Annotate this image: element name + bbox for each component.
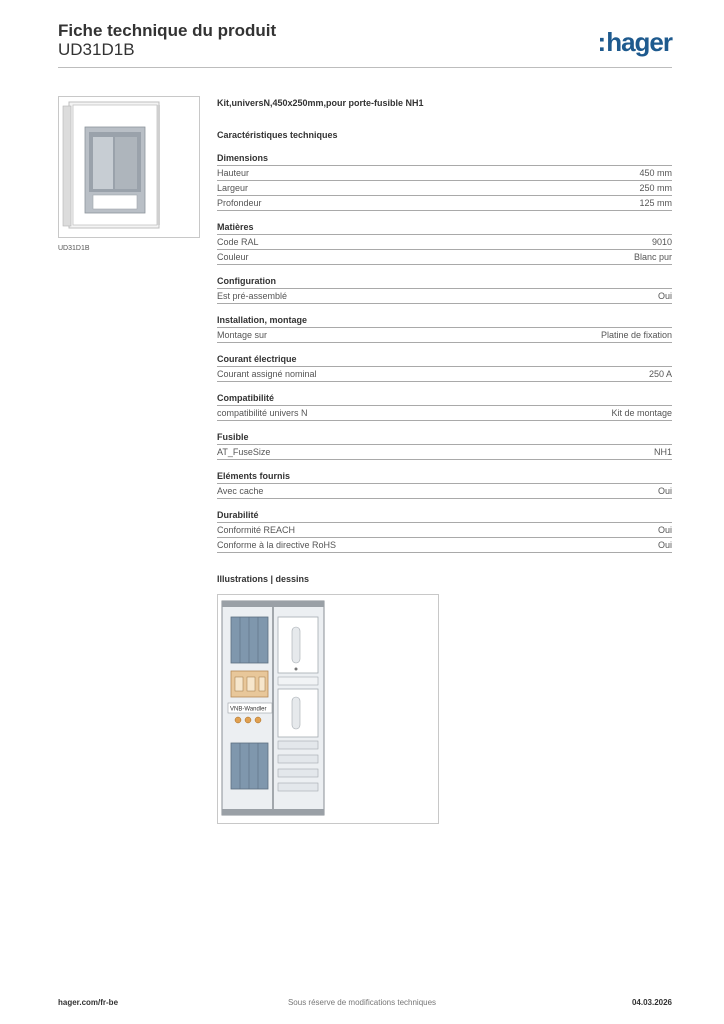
spec-label: compatibilité univers N: [217, 408, 308, 418]
spec-value: NH1: [653, 447, 672, 457]
spec-value: 250 mm: [639, 183, 672, 193]
spec-row: [217, 406, 672, 421]
section-title: Configuration: [217, 275, 672, 289]
footer-website: hager.com/fr-be: [58, 998, 119, 1007]
spec-value: Oui: [657, 540, 672, 550]
spec-section: [217, 152, 672, 211]
spec-value: Oui: [657, 291, 672, 301]
spec-section: [217, 392, 672, 421]
vnb-wandler-label: VNB-Wandler: [230, 706, 267, 713]
spec-label: AT_FuseSize: [217, 447, 271, 457]
spec-row: [217, 367, 672, 382]
spec-section: [217, 509, 672, 553]
enclosure-drawing: [59, 97, 199, 237]
spec-value: Oui: [657, 486, 672, 496]
spec-value: Blanc pur: [633, 252, 672, 262]
spec-sections: [217, 152, 672, 553]
spec-label: Code RAL: [217, 237, 259, 247]
spec-section: [217, 275, 672, 304]
spec-row: [217, 235, 672, 250]
illustrations-title: Illustrations | dessins: [217, 574, 310, 584]
spec-label: Conforme à la directive RoHS: [217, 540, 337, 550]
section-title: Matières: [217, 221, 672, 235]
footer-date: 04.03.2026: [631, 998, 672, 1007]
cabinet-layout-drawing: [218, 595, 438, 823]
footer-notice: Sous réserve de modifications techniques: [287, 998, 437, 1007]
section-title: Eléments fournis: [217, 470, 672, 484]
spec-row: [217, 166, 672, 181]
technical-characteristics-title: Caractéristiques techniques: [217, 130, 338, 140]
product-code: UD31D1B: [58, 40, 135, 59]
spec-row: [217, 289, 672, 304]
header-divider: [58, 67, 672, 68]
section-title: Courant électrique: [217, 353, 672, 367]
section-title: Dimensions: [217, 152, 672, 166]
spec-label: Conformité REACH: [217, 525, 296, 535]
spec-label: Profondeur: [217, 198, 262, 208]
spec-row: [217, 523, 672, 538]
spec-row: [217, 328, 672, 343]
section-title: Fusible: [217, 431, 672, 445]
logo-text: hager: [606, 27, 672, 57]
spec-value: 450 mm: [639, 168, 672, 178]
spec-value: Oui: [657, 525, 672, 535]
spec-value: 250 A: [648, 369, 672, 379]
spec-value: Platine de fixation: [600, 330, 672, 340]
spec-label: Largeur: [217, 183, 249, 193]
spec-section: [217, 221, 672, 265]
spec-section: [217, 353, 672, 382]
spec-section: [217, 470, 672, 499]
spec-label: Courant assigné nominal: [217, 369, 317, 379]
spec-label: Couleur: [217, 252, 249, 262]
spec-value: 125 mm: [639, 198, 672, 208]
spec-label: Hauteur: [217, 168, 250, 178]
spec-row: [217, 445, 672, 460]
spec-value: 9010: [651, 237, 672, 247]
spec-value: Kit de montage: [611, 408, 672, 418]
product-image: [58, 96, 200, 238]
spec-section: [217, 314, 672, 343]
spec-label: Avec cache: [217, 486, 264, 496]
spec-section: [217, 431, 672, 460]
illustration-drawing: [217, 594, 439, 824]
spec-row: [217, 484, 672, 499]
spec-label: Montage sur: [217, 330, 268, 340]
spec-row: [217, 181, 672, 196]
hager-logo: :hager: [597, 27, 672, 57]
spec-row: [217, 196, 672, 211]
section-title: Compatibilité: [217, 392, 672, 406]
spec-area: [217, 96, 672, 553]
product-image-caption: UD31D1B: [58, 245, 90, 252]
page-title: Fiche technique du produit: [58, 21, 277, 40]
spec-row: [217, 538, 672, 553]
spec-label: Est pré-assemblé: [217, 291, 288, 301]
spec-row: [217, 250, 672, 265]
section-title: Installation, montage: [217, 314, 672, 328]
section-title: Durabilité: [217, 509, 672, 523]
product-description: Kit,universN,450x250mm,pour porte-fusible NH1: [217, 98, 424, 108]
